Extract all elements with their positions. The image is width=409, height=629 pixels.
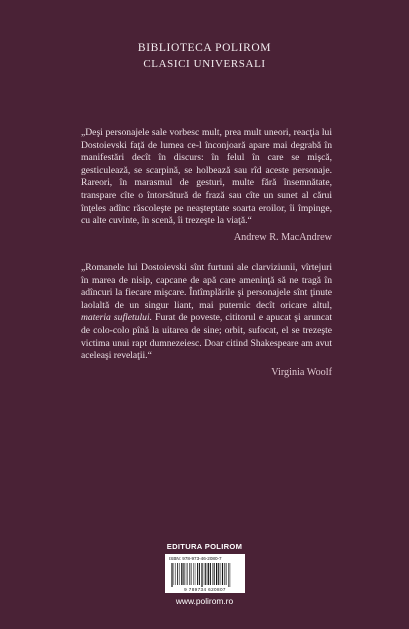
- barcode-stripe: [187, 563, 188, 585]
- barcode-stripe: [177, 563, 178, 585]
- barcode-bars: [169, 563, 241, 587]
- quote-text: [81, 262, 332, 363]
- barcode-stripe: [216, 563, 217, 585]
- barcode-stripe: [201, 563, 202, 587]
- barcode-stripe: [199, 563, 200, 585]
- quote-text: „Deşi personajele sale vorbesc mult, prea mult uneori, reacţia lui Dostoievski faţă de lumea ce-l înconjoară apare mai degrabă în manifestări decît în discurs: în felul în care se mişcă, gesticulează, se scarpină, se holbează sau rîd aceste personaje. Rareori, în marasmul de gesturi, multe fără însemnătate, transpare cîte o întorsătură de frază sau cîte un sunet al cărui înţeles adînc răscoleşte pe neaşteptate soarta eroilor, îi împinge, cu alte cuvinte, în scenă, îi trezeşte la viaţă.“: [81, 127, 332, 227]
- barcode: [165, 554, 245, 593]
- barcode-stripe: [183, 563, 184, 585]
- barcode-stripe: [195, 563, 196, 585]
- barcode-stripe: [204, 563, 205, 585]
- quote-author: Virginia Woolf: [271, 366, 332, 378]
- barcode-stripe: [226, 563, 227, 585]
- barcode-stripe: [222, 563, 223, 585]
- barcode-stripe: [221, 563, 222, 585]
- series-header: [0, 40, 409, 72]
- barcode-stripe: [174, 563, 175, 585]
- publisher-name: EDITURA POLIROM: [166, 542, 243, 551]
- barcode-stripe: [172, 563, 173, 587]
- series-title: BIBLIOTECA POLIROM: [137, 42, 272, 54]
- barcode-stripe: [193, 563, 194, 585]
- barcode-stripe: [208, 563, 209, 585]
- barcode-stripe: [179, 563, 180, 585]
- barcode-stripe: [175, 563, 176, 585]
- barcode-stripe: [181, 563, 182, 585]
- quote-emphasis: materia sufletului.: [81, 312, 153, 324]
- isbn-label: ISBN: 978-973-46-2080-7: [169, 556, 222, 561]
- barcode-stripe: [224, 563, 225, 585]
- barcode-stripe: [171, 563, 172, 587]
- barcode-stripe: [189, 563, 190, 585]
- quote-text-part: Furat de poveste, cititorul e apucat şi aruncat de colo-colo pînă la uitarea de sine; orbit, sufocat, el se trezeşte victima unui rapt dumnezeiesc. Doar citind Shakespeare am avut aceleaşi revelaţii.“: [81, 312, 332, 362]
- barcode-stripe: [230, 563, 231, 587]
- barcode-stripe: [228, 563, 229, 587]
- barcode-stripe: [218, 563, 219, 585]
- website-link[interactable]: www.polirom.ro: [175, 596, 234, 606]
- quote-author: Andrew R. MacAndrew: [233, 231, 332, 243]
- quote-text-part: „Romanele lui Dostoievski sînt furtuni ale clarviziunii, vîrtejuri în marea de nisip, capcane de apă care ameninţă să ne tragă în adîncuri la fiecare mişcare. Întîmplările şi personajele sînt ţinute laolaltă de un singur liant, mai puternic decît oricare altul,: [81, 262, 332, 311]
- quote-macandrew: [81, 127, 332, 244]
- barcode-stripe: [210, 563, 211, 585]
- barcode-stripe: [214, 563, 215, 585]
- barcode-stripe: [212, 563, 213, 585]
- barcode-stripe: [197, 563, 198, 585]
- barcode-number: 9 789734 620807: [184, 587, 226, 592]
- series-subtitle: CLASICI UNIVERSALI: [143, 58, 266, 70]
- barcode-stripe: [205, 563, 206, 585]
- barcode-stripe: [186, 563, 187, 585]
- barcode-stripe: [202, 563, 203, 587]
- quote-woolf: [81, 262, 332, 379]
- barcode-stripe: [191, 563, 192, 585]
